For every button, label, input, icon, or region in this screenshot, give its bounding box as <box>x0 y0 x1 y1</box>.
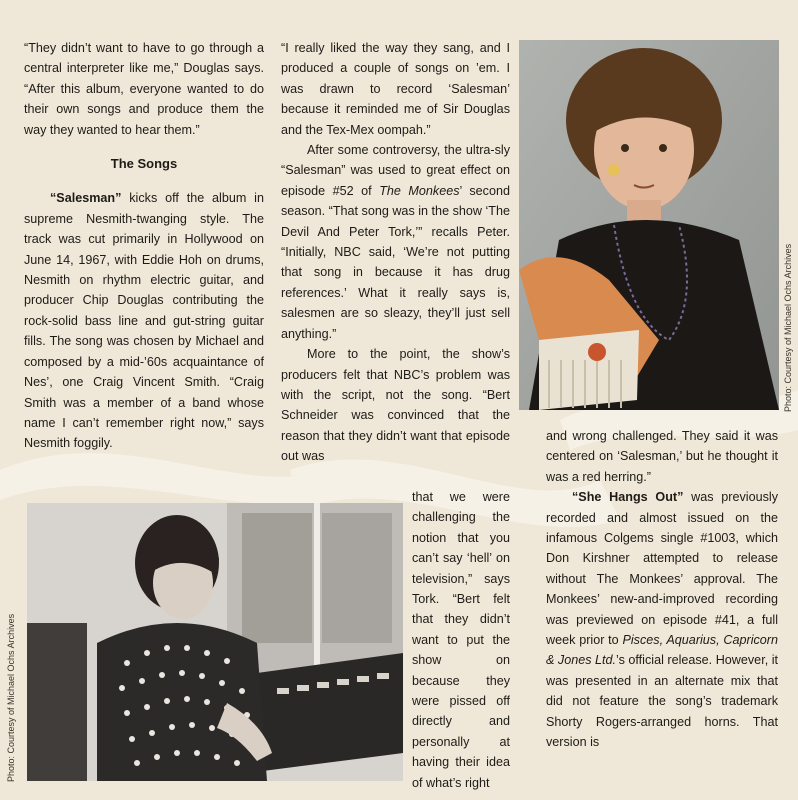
album-title: Pisces, Aquarius, Capricorn & Jones Ltd. <box>546 633 778 668</box>
photo-davy-jones-image <box>27 503 403 781</box>
column-3 <box>546 426 778 753</box>
column-2 <box>281 38 510 467</box>
col2-paragraph-2: After some controversy, the ultra-sly “Salesman” was used to great effect on episode #52 of The Monkees’ second season. “That song was in the show ‘The Devil And Peter Tork,’” recalls Peter. “Initially, NBC said, ‘We’re not putting that song in because it has drug references.’ What it really says is, salesmen are so sleazy, they’ll just sell anything.” <box>281 143 510 341</box>
photo-peter-tork-image <box>519 40 779 410</box>
col3-paragraph-1: and wrong challenged. They said it was centered on ‘Salesman,’ but he thought it was a red herring.” <box>546 429 778 484</box>
column-1 <box>24 38 264 454</box>
col2-paragraph-1: “I really liked the way they sang, and I produced a couple of songs on ’em. I was drawn to record ‘Salesman’ because it reminded me of Sir Douglas and the Tex-Mex oompah.” <box>281 41 510 137</box>
column-2-wrap <box>412 487 510 793</box>
col1-paragraph-1: “They didn’t want to have to go through a central interpreter like me,” Douglas says. “After this album, everyone wanted to do their own songs and produce them the way they wanted to hear them.” <box>24 41 264 137</box>
show-title: The Monkees <box>379 183 460 198</box>
photo-davy-jones <box>27 503 403 781</box>
col3-paragraph-2: “She Hangs Out” was previously recorded and almost issued on the infamous Colgems single #1003, which Don Kirshner attempted to release without The Monkees’ approval. The Monkees’ new-and-improved recording was previewed on episode #41, a full week prior to Pisces, Aquarius, Capricorn & Jones Ltd.’s official release. However, it was presented in an alternate mix that did not feature the song’s trademark Shorty Rogers-arranged horns. That version is <box>546 490 779 750</box>
section-heading-the-songs: The Songs <box>110 156 178 172</box>
photo-peter-tork <box>519 40 779 410</box>
song-title-salesman: “Salesman” <box>50 191 122 206</box>
col1-paragraph-2: “Salesman” kicks off the album in supreme Nesmith-twanging style. The track was cut primarily in Hollywood on June 14, 1967, with Eddie Hoh on drums, Nesmith on rhythm electric guitar, and producer Chip Douglas contributing the rock-solid bass line and gut-string guitar fills. The song was chosen by Michael and composed by a mid-’60s acquaintance of Nes’, one Craig Vincent Smith. “Craig Smith was a member of a band whose name I can’t remember right now,” says Nesmith foggily. <box>24 191 264 451</box>
song-title-she-hangs-out: “She Hangs Out” <box>572 490 684 505</box>
col2-paragraph-4: that we were challenging the notion that you can’t say ‘hell’ on television,” says Tork. “Bert felt that they didn’t want to put the show on because they were pissed off directly and personally at having their idea of what’s right <box>412 490 510 790</box>
photo-credit-top-right: Photo: Courtesy of Michael Ochs Archives <box>783 243 793 412</box>
col2-paragraph-3: More to the point, the show’s producers felt that NBC’s problem was with the script, not the song. “Bert Schneider was convinced that the reason that they didn’t want that episode out was <box>281 347 510 464</box>
photo-credit-bottom-left: Photo: Courtesy of Michael Ochs Archives <box>6 613 16 782</box>
